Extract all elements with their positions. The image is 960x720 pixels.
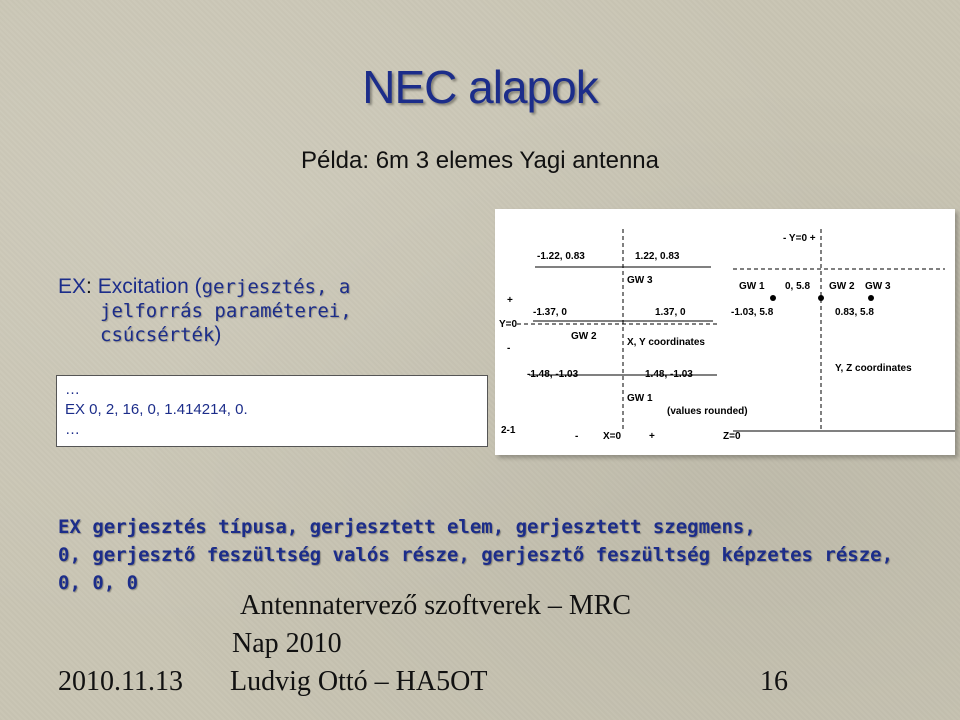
z0-label: Z=0 [723, 431, 741, 442]
plus-left: + [507, 295, 513, 306]
ex-params-keyword: EX [58, 516, 81, 538]
coords-bot-left: -1.48, -1.03 [527, 369, 579, 380]
slide-subtitle: Példa: 6m 3 elemes Yagi antenna [300, 147, 660, 174]
label-2-1: 2-1 [501, 425, 516, 436]
antenna-diagram [495, 209, 955, 455]
footer-author: Ludvig Ottó – HA5OT [230, 666, 488, 697]
side-c1: -1.03, 5.8 [731, 307, 774, 318]
coords-top-right: 1.22, 0.83 [635, 251, 680, 262]
x0-label: X=0 [603, 431, 622, 442]
side-gw2: GW 2 [829, 281, 855, 292]
ex-params-line-1-text: gerjesztés típusa, gerjesztett elem, gerjesztett szegmens, [92, 516, 756, 538]
gw2-label: GW 2 [571, 331, 597, 342]
ex-definition [58, 275, 438, 347]
side-05: 0, 5.8 [785, 281, 811, 292]
ex-english: Excitation ( [97, 275, 202, 298]
gw3-label: GW 3 [627, 275, 653, 286]
y0-left: Y=0 [499, 319, 518, 330]
side-gw3: GW 3 [865, 281, 891, 292]
code-box [56, 375, 488, 447]
coords-bot-right: 1.48, -1.03 [645, 369, 693, 380]
ex-hu-1: gerjesztés, a [201, 276, 351, 298]
xy-coords-label: X, Y coordinates [627, 337, 705, 348]
gw3-dot [868, 295, 874, 301]
code-line-2: EX 0, 2, 16, 0, 1.414214, 0. [65, 401, 248, 418]
ex-colon: : [86, 275, 92, 298]
coords-mid-right: 1.37, 0 [655, 307, 686, 318]
yz-coords-label: Y, Z coordinates [835, 363, 912, 374]
ex-keyword: EX [58, 275, 87, 298]
minus-left: - [507, 343, 511, 354]
antenna-diagram-svg [495, 209, 955, 455]
footer-event: Nap 2010 [232, 628, 342, 659]
ex-params-line-1 [58, 513, 938, 541]
ex-hu-3: csúcsérték [100, 324, 215, 346]
page-number: 16 [760, 666, 788, 697]
ex-params-line-3: 0, 0, 0 [58, 572, 139, 594]
ex-hu-2: jelforrás paraméterei, [100, 300, 352, 322]
ex-parameters [58, 513, 938, 597]
gw1-dot [770, 295, 776, 301]
code-line-3: … [65, 421, 80, 438]
slide-title: NEC alapok [362, 61, 598, 113]
ex-close: ) [214, 323, 222, 346]
bottom-minus: - [575, 431, 579, 442]
gw1-label: GW 1 [627, 393, 653, 404]
values-rounded: (values rounded) [667, 406, 748, 417]
footer-date: 2010.11.13 [58, 666, 183, 697]
side-gw1: GW 1 [739, 281, 765, 292]
coords-mid-left: -1.37, 0 [533, 307, 567, 318]
coords-top-left: -1.22, 0.83 [537, 251, 585, 262]
gw2-dot [818, 295, 824, 301]
code-line-1: … [65, 381, 80, 398]
footer-org: Antennatervező szoftverek – MRC [240, 590, 632, 621]
side-c2: 0.83, 5.8 [835, 307, 874, 318]
ex-params-line-2: 0, gerjesztő feszültség valós része, gerjesztő feszültség képzetes része, [58, 544, 894, 566]
bottom-plus: + [649, 431, 655, 442]
top-pm-label: - Y=0 + [783, 233, 816, 244]
